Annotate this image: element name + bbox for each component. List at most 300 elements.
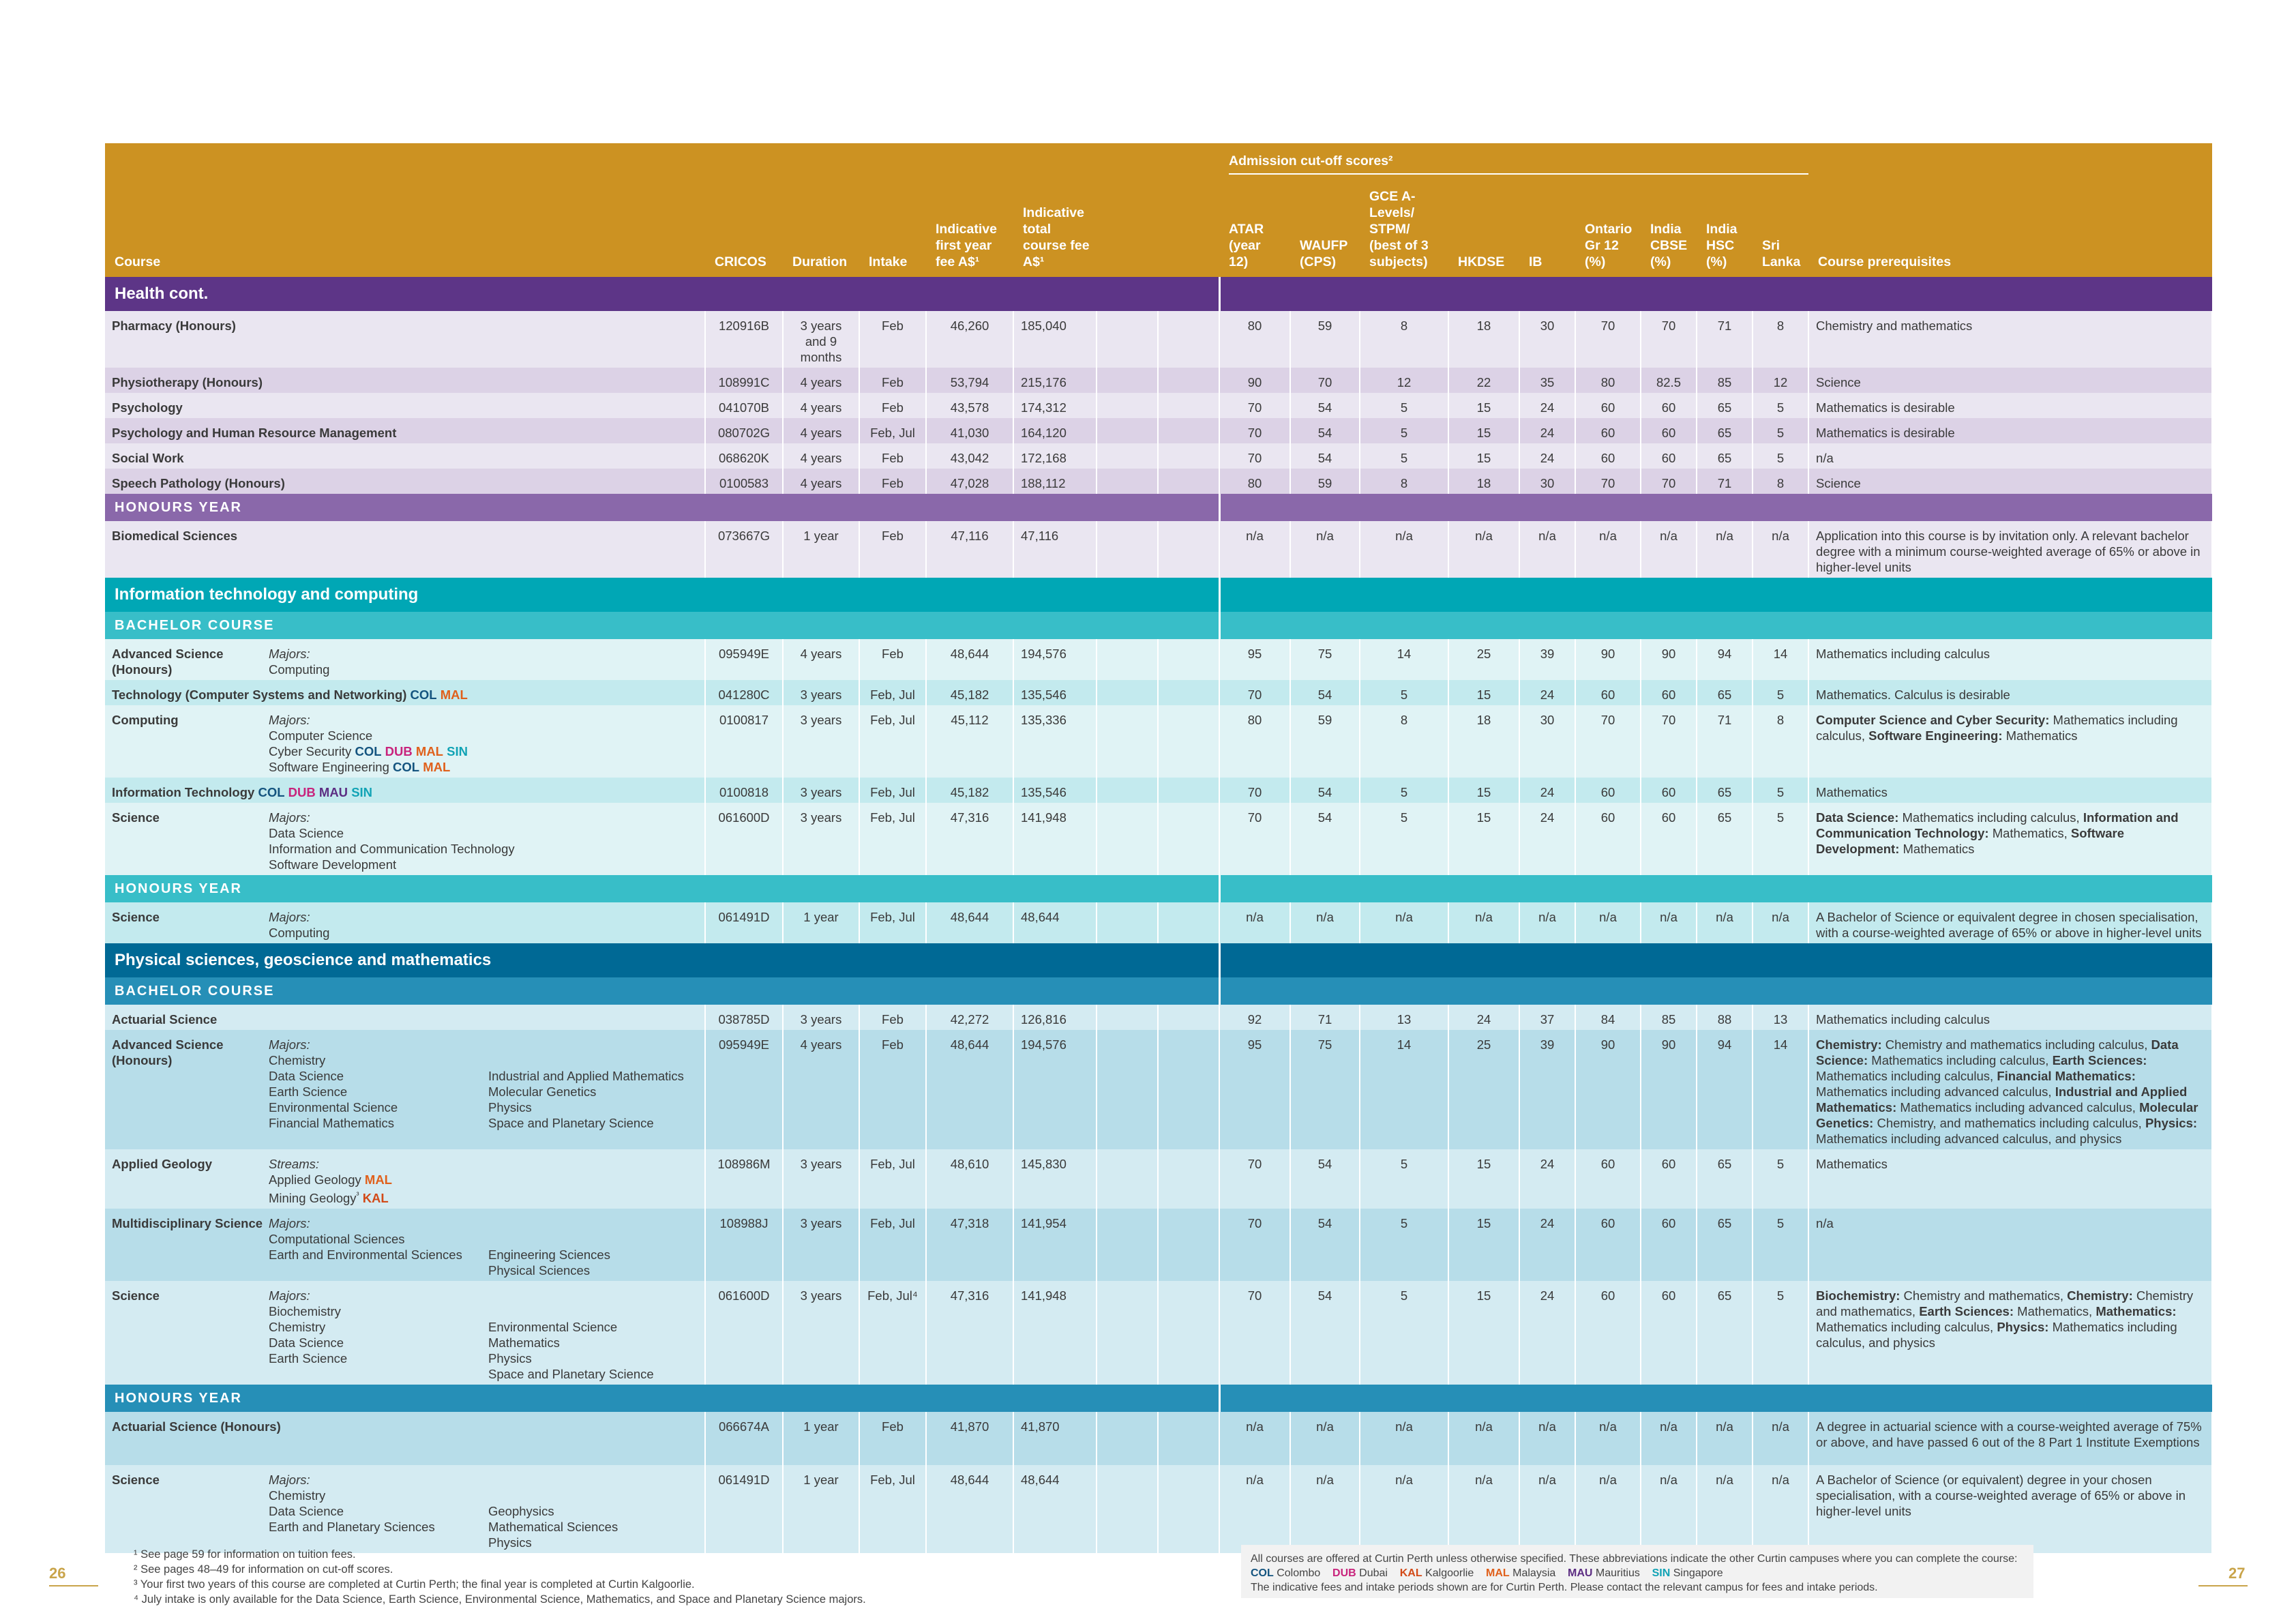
cutoff-hkdse: 15 [1448,1281,1519,1385]
cutoff-sl: 8 [1753,311,1808,368]
cutoff-waufp: 54 [1290,393,1360,418]
cutoff-waufp: 54 [1290,1149,1360,1209]
cutoff-hkdse: 15 [1448,803,1519,875]
cutoff-ib: n/a [1519,1412,1575,1465]
course-prerequisites: Computer Science and Cyber Security: Mathematics including calculus, Software Engineering: Mathematics [1808,705,2212,778]
table-row [105,1030,2212,1149]
col-hkdse: HKDSE [1448,177,1519,277]
fee-total: 194,576 [1013,1030,1097,1149]
course-prerequisites: Chemistry and mathematics [1808,311,2212,368]
course-prerequisites: n/a [1808,1209,2212,1281]
cutoff-cbse: 70 [1641,705,1697,778]
cutoff-gce: 8 [1360,705,1448,778]
cutoff-waufp: 71 [1290,1005,1360,1030]
cutoff-cbse: n/a [1641,902,1697,943]
cutoff-waufp: 75 [1290,1030,1360,1149]
intake: Feb, Jul [859,778,926,803]
fee-total: 145,830 [1013,1149,1097,1209]
cutoff-ib: 24 [1519,680,1575,705]
fee-first-year: 42,272 [926,1005,1013,1030]
fee-first-year: 41,030 [926,418,1013,443]
table-row [105,443,2212,469]
campus-tag: COL [393,760,420,774]
cutoff-atar: 70 [1219,680,1290,705]
fee-first-year: 48,644 [926,639,1013,680]
footnotes [134,1547,866,1607]
cutoff-waufp: 70 [1290,368,1360,393]
cutoff-ont: 60 [1575,803,1641,875]
cutoff-gce: 5 [1360,443,1448,469]
footnote-3: ³ Your first two years of this course are completed at Curtin Perth; the final year is completed at Curtin Kalgoorlie. [134,1578,695,1591]
duration: 3 years [783,705,859,778]
cutoff-ib: 39 [1519,639,1575,680]
fee-first-year: 45,182 [926,680,1013,705]
cutoff-ont: 60 [1575,393,1641,418]
cutoff-hsc: 94 [1697,639,1753,680]
cutoff-hkdse: 18 [1448,311,1519,368]
cutoff-ont: n/a [1575,1465,1641,1553]
cutoff-hkdse: 15 [1448,778,1519,803]
intake: Feb [859,469,926,494]
fee-first-year: 45,112 [926,705,1013,778]
intake: Feb, Jul [859,418,926,443]
cutoff-cbse: 60 [1641,778,1697,803]
duration: 1 year [783,902,859,943]
intake: Feb [859,1005,926,1030]
note-line-1: All courses are offered at Curtin Perth unless otherwise specified. These abbreviations indicate the other Curtin campuses where you can complete the course: [1251,1553,2018,1565]
cutoff-sl: 8 [1753,705,1808,778]
campus-note [1241,1545,2033,1598]
col-course: Course [105,177,705,277]
course-prerequisites: Mathematics including calculus [1808,639,2212,680]
col-atar: ATAR (year 12) [1219,177,1290,277]
cutoff-cbse: 70 [1641,311,1697,368]
cricos-code: 0100583 [705,469,783,494]
cricos-code: 041070B [705,393,783,418]
fee-first-year: 48,610 [926,1149,1013,1209]
fee-total: 126,816 [1013,1005,1097,1030]
fee-total: 174,312 [1013,393,1097,418]
cutoff-atar: 80 [1219,705,1290,778]
cutoff-ont: 60 [1575,778,1641,803]
section-health [105,277,2212,311]
campus-tag: MAL [423,760,451,774]
cutoff-hkdse: 18 [1448,705,1519,778]
cutoff-ib: 37 [1519,1005,1575,1030]
cutoff-atar: 70 [1219,418,1290,443]
col-fee-first: Indicative first year fee A$¹ [926,177,1013,277]
cutoff-sl: n/a [1753,1465,1808,1553]
cutoff-gce: 8 [1360,469,1448,494]
campus-tag: SIN [351,785,373,799]
intake: Feb, Jul [859,902,926,943]
table-row [105,902,2212,943]
course-name-cell: Technology (Computer Systems and Networking) COL MAL [105,680,705,705]
section-title: Information technology and computing [105,578,1219,612]
cutoff-ib: 30 [1519,705,1575,778]
intake: Feb [859,311,926,368]
col-duration: Duration [783,177,859,277]
fee-total: 41,870 [1013,1412,1097,1465]
cutoff-ont: n/a [1575,902,1641,943]
section-title: Health cont. [105,277,1219,311]
cutoff-hkdse: 15 [1448,1149,1519,1209]
cutoff-cbse: 90 [1641,639,1697,680]
cutoff-hsc: 65 [1697,680,1753,705]
cutoff-ont: 60 [1575,1149,1641,1209]
course-prerequisites: Chemistry: Chemistry and mathematics including calculus, Data Science: Mathematics including calculus, Earth Sciences: Mathematics including calculus, Financial Mathematics: Mathematics including advanced calculus, Industrial and Applied Mathematics: Mathematics including advanced calculus, Molecular Genetics: Chemistry, and mathematics including calculus, Physics: Mathematics including advanced calculus, and physics [1808,1030,2212,1149]
fee-first-year: 48,644 [926,1465,1013,1553]
duration: 3 years and 9 months [783,311,859,368]
cutoff-ib: 24 [1519,778,1575,803]
cutoff-sl: 14 [1753,639,1808,680]
intake: Feb [859,1030,926,1149]
cutoff-sl: 5 [1753,1149,1808,1209]
course-prerequisites: A degree in actuarial science with a course-weighted average of 75% or above, and have passed 6 out of the 8 Part 1 Institute Exemptions [1808,1412,2212,1465]
table-row [105,1005,2212,1030]
cutoff-hsc: n/a [1697,1465,1753,1553]
cutoff-cbse: 85 [1641,1005,1697,1030]
cutoff-gce: n/a [1360,902,1448,943]
cutoff-hkdse: 25 [1448,639,1519,680]
footnote-2: ² See pages 48–49 for information on cut-off scores. [134,1563,393,1576]
col-prereq: Course prerequisites [1808,177,2212,277]
cutoff-ib: 24 [1519,393,1575,418]
page-rule-right [2198,1585,2248,1586]
table-row [105,1149,2212,1209]
intake: Feb [859,443,926,469]
col-fee-total: Indicative total course fee A$¹ [1013,177,1097,277]
cutoff-ont: 70 [1575,469,1641,494]
intake: Feb, Jul [859,1465,926,1553]
course-prerequisites: n/a [1808,443,2212,469]
cutoff-cbse: 82.5 [1641,368,1697,393]
cricos-code: 066674A [705,1412,783,1465]
course-name-cell: Information Technology COL DUB MAU SIN [105,778,705,803]
cricos-code: 073667G [705,521,783,578]
cutoff-waufp: 54 [1290,418,1360,443]
course-prerequisites: Mathematics including calculus [1808,1005,2212,1030]
cutoff-hkdse: 25 [1448,1030,1519,1149]
cricos-code: 061600D [705,1281,783,1385]
course-prerequisites: Mathematics is desirable [1808,393,2212,418]
cutoff-hsc: 88 [1697,1005,1753,1030]
course-name-cell: Advanced Science (Honours) Majors: Chemistry Data Science Earth Science Environmental Science Financial Mathematics Industrial and Applied Mathematics Molecular Genetics Physics Space and Planetary Science [105,1030,705,1149]
fee-first-year: 46,260 [926,311,1013,368]
duration: 4 years [783,469,859,494]
cutoff-gce: 12 [1360,368,1448,393]
cutoff-ont: 60 [1575,680,1641,705]
cutoff-gce: 5 [1360,680,1448,705]
cutoff-hsc: 85 [1697,368,1753,393]
cricos-code: 038785D [705,1005,783,1030]
fee-total: 48,644 [1013,902,1097,943]
cutoff-sl: 5 [1753,393,1808,418]
section-title: Physical sciences, geoscience and mathematics [105,943,1219,977]
intake: Feb, Jul [859,803,926,875]
subsection-honours: HONOURS YEAR [105,494,2212,521]
duration: 3 years [783,1281,859,1385]
cutoff-gce: n/a [1360,1412,1448,1465]
cutoff-sl: 5 [1753,1209,1808,1281]
col-ontario: Ontario Gr 12 (%) [1575,177,1641,277]
intake: Feb, Jul [859,1209,926,1281]
page-number-left: 26 [49,1565,66,1582]
cricos-code: 108988J [705,1209,783,1281]
cutoff-ib: 24 [1519,1209,1575,1281]
cutoff-ib: 24 [1519,1149,1575,1209]
duration: 3 years [783,1005,859,1030]
cutoff-atar: n/a [1219,1465,1290,1553]
cutoff-hsc: 65 [1697,443,1753,469]
cutoff-hkdse: 18 [1448,469,1519,494]
fee-first-year: 53,794 [926,368,1013,393]
cricos-code: 068620K [705,443,783,469]
cutoff-gce: 5 [1360,1281,1448,1385]
campus-tag: COL [410,688,437,702]
cutoff-ont: 60 [1575,443,1641,469]
duration: 4 years [783,393,859,418]
fee-total: 48,644 [1013,1465,1097,1553]
cutoff-cbse: 60 [1641,803,1697,875]
cutoff-waufp: n/a [1290,521,1360,578]
cutoff-sl: 5 [1753,418,1808,443]
cutoff-atar: 80 [1219,311,1290,368]
course-name-cell: Science Majors: Chemistry Data Science Earth and Planetary Sciences Geophysics Mathematical Sciences Physics [105,1465,705,1553]
cutoff-atar: 70 [1219,778,1290,803]
cutoff-hsc: 65 [1697,1149,1753,1209]
cutoff-waufp: 59 [1290,705,1360,778]
col-hsc: India HSC (%) [1697,177,1753,277]
cutoff-gce: 5 [1360,418,1448,443]
cutoff-ib: n/a [1519,521,1575,578]
col-srilanka: Sri Lanka [1753,177,1808,277]
cutoff-atar: n/a [1219,521,1290,578]
cutoff-hkdse: 15 [1448,1209,1519,1281]
cutoff-ib: 35 [1519,368,1575,393]
course-name-cell: Science Majors: Data Science Information and Communication Technology Software Development [105,803,705,875]
cutoff-hkdse: 15 [1448,393,1519,418]
duration: 3 years [783,680,859,705]
cutoff-hsc: 65 [1697,1281,1753,1385]
cutoff-atar: 95 [1219,1030,1290,1149]
cutoff-ont: 60 [1575,1209,1641,1281]
cricos-code: 120916B [705,311,783,368]
duration: 1 year [783,521,859,578]
course-name-cell: Multidisciplinary Science Majors: Computational Sciences Earth and Environmental Sciences Engineering Sciences Physical Sciences [105,1209,705,1281]
cutoff-cbse: n/a [1641,1465,1697,1553]
intake: Feb, Jul [859,705,926,778]
cricos-code: 061491D [705,902,783,943]
duration: 4 years [783,368,859,393]
col-ib: IB [1519,177,1575,277]
fee-first-year: 43,578 [926,393,1013,418]
campus-tag: MAL [440,688,468,702]
table-row [105,1465,2212,1553]
table-row [105,1412,2212,1465]
cutoff-hsc: 65 [1697,803,1753,875]
course-table [105,143,2213,1553]
cutoff-waufp: 54 [1290,680,1360,705]
cutoff-gce: 13 [1360,1005,1448,1030]
fee-first-year: 47,316 [926,1281,1013,1385]
course-name-cell: Science Majors: Biochemistry Chemistry Data Science Earth Science Environmental Science Mathematics Physics Space and Planetary Science [105,1281,705,1385]
fee-first-year: 45,182 [926,778,1013,803]
cutoff-atar: 95 [1219,639,1290,680]
cutoff-ont: 70 [1575,705,1641,778]
fee-first-year: 47,318 [926,1209,1013,1281]
cutoff-waufp: 54 [1290,1209,1360,1281]
header-row [105,177,2212,277]
footnote-1: ¹ See page 59 for information on tuition fees. [134,1548,356,1561]
section-it [105,578,2212,612]
footnote-4: ⁴ July intake is only available for the Data Science, Earth Science, Environmental Science, Mathematics, and Space and Planetary Science majors. [134,1593,866,1606]
course-name-cell: Advanced Science (Honours) Majors: Computing [105,639,705,680]
cutoff-sl: n/a [1753,1412,1808,1465]
cutoff-ont: n/a [1575,1412,1641,1465]
cutoff-sl: n/a [1753,902,1808,943]
fee-total: 135,336 [1013,705,1097,778]
cutoff-hkdse: n/a [1448,521,1519,578]
cricos-code: 0100818 [705,778,783,803]
intake: Feb [859,368,926,393]
course-prerequisites: Mathematics. Calculus is desirable [1808,680,2212,705]
course-prerequisites: A Bachelor of Science or equivalent degree in chosen specialisation, with a course-weighted average of 65% or above in higher-level units [1808,902,2212,943]
cricos-code: 095949E [705,639,783,680]
cutoff-ib: 24 [1519,803,1575,875]
fee-total: 135,546 [1013,680,1097,705]
cutoff-sl: 5 [1753,680,1808,705]
subsection-honours: HONOURS YEAR [105,875,2212,902]
fee-total: 172,168 [1013,443,1097,469]
cutoff-cbse: 70 [1641,469,1697,494]
campus-tag: MAU [318,785,348,799]
course-prerequisites: Mathematics is desirable [1808,418,2212,443]
cutoff-hkdse: 15 [1448,418,1519,443]
fee-first-year: 43,042 [926,443,1013,469]
course-prerequisites: Science [1808,469,2212,494]
course-name: Social Work [105,443,705,469]
course-name: Pharmacy (Honours) [105,311,705,368]
header-top-row [105,143,2212,177]
cutoff-sl: 5 [1753,778,1808,803]
cutoff-cbse: 60 [1641,1281,1697,1385]
cutoff-gce: 14 [1360,1030,1448,1149]
cutoff-hsc: n/a [1697,521,1753,578]
cutoff-ont: 60 [1575,1281,1641,1385]
cutoff-atar: n/a [1219,902,1290,943]
col-cbse: India CBSE (%) [1641,177,1697,277]
fee-first-year: 47,316 [926,803,1013,875]
course-name: Psychology and Human Resource Management [105,418,705,443]
cutoff-hsc: 65 [1697,778,1753,803]
cutoff-hsc: 65 [1697,1209,1753,1281]
page-number-right: 27 [2228,1565,2246,1582]
cutoff-atar: 92 [1219,1005,1290,1030]
duration: 3 years [783,778,859,803]
cricos-code: 108991C [705,368,783,393]
cricos-code: 061600D [705,803,783,875]
cutoff-hkdse: 22 [1448,368,1519,393]
cutoff-cbse: n/a [1641,521,1697,578]
cricos-code: 108986M [705,1149,783,1209]
cutoff-waufp: 54 [1290,443,1360,469]
cutoff-gce: 14 [1360,639,1448,680]
cutoff-ont: 84 [1575,1005,1641,1030]
cutoff-hsc: n/a [1697,1412,1753,1465]
fee-total: 141,954 [1013,1209,1097,1281]
cutoff-ib: 24 [1519,418,1575,443]
course-name: Physiotherapy (Honours) [105,368,705,393]
table-row [105,680,2212,705]
cutoff-cbse: 90 [1641,1030,1697,1149]
cutoff-hkdse: n/a [1448,1465,1519,1553]
cutoff-ont: 90 [1575,639,1641,680]
cutoff-sl: 13 [1753,1005,1808,1030]
intake: Feb [859,393,926,418]
cutoff-ib: 39 [1519,1030,1575,1149]
table-row [105,1281,2212,1385]
cricos-code: 095949E [705,1030,783,1149]
cutoff-ont: 70 [1575,311,1641,368]
intake: Feb, Jul [859,1149,926,1209]
cutoff-gce: n/a [1360,1465,1448,1553]
intake: Feb, Jul⁴ [859,1281,926,1385]
cutoff-ib: n/a [1519,902,1575,943]
note-line-3: The indicative fees and intake periods shown are for Curtin Perth. Please contact the relevant campus for fees and intake periods. [1251,1582,1878,1593]
cutoff-gce: 5 [1360,1209,1448,1281]
duration: 4 years [783,639,859,680]
duration: 1 year [783,1465,859,1553]
cutoff-ont: 80 [1575,368,1641,393]
cutoff-atar: 70 [1219,1149,1290,1209]
intake: Feb [859,1412,926,1465]
cutoff-cbse: 60 [1641,443,1697,469]
campus-tag: COL [355,744,382,758]
campus-tag: DUB [288,785,316,799]
cricos-code: 061491D [705,1465,783,1553]
fee-total: 141,948 [1013,1281,1097,1385]
cutoff-sl: 5 [1753,443,1808,469]
cutoff-hsc: 71 [1697,311,1753,368]
course-prerequisites: Mathematics [1808,1149,2212,1209]
cutoff-sl: 12 [1753,368,1808,393]
cutoff-hsc: n/a [1697,902,1753,943]
col-waufp: WAUFP (CPS) [1290,177,1360,277]
course-name: Actuarial Science [105,1005,705,1030]
cutoff-hsc: 65 [1697,393,1753,418]
cutoff-gce: 8 [1360,311,1448,368]
section-phys [105,943,2212,977]
cutoff-hsc: 71 [1697,705,1753,778]
campus-tag: COL [258,785,285,799]
table-row [105,1209,2212,1281]
intake: Feb, Jul [859,680,926,705]
course-prerequisites: Application into this course is by invitation only. A relevant bachelor degree with a minimum course-weighted average of 65% or above in higher-level units [1808,521,2212,578]
subsection-bachelor: BACHELOR COURSE [105,977,2212,1005]
course-prerequisites: Data Science: Mathematics including calculus, Information and Communication Technology: Mathematics, Software Development: Mathematics [1808,803,2212,875]
subsection-bachelor: BACHELOR COURSE [105,612,2212,639]
cricos-code: 0100817 [705,705,783,778]
cutoff-waufp: n/a [1290,1412,1360,1465]
cutoff-ont: 90 [1575,1030,1641,1149]
col-gce: GCE A-Levels/ STPM/ (best of 3 subjects) [1360,177,1448,277]
table-row [105,705,2212,778]
table-row [105,639,2212,680]
fee-total: 164,120 [1013,418,1097,443]
table-row [105,778,2212,803]
col-cricos: CRICOS [705,177,783,277]
